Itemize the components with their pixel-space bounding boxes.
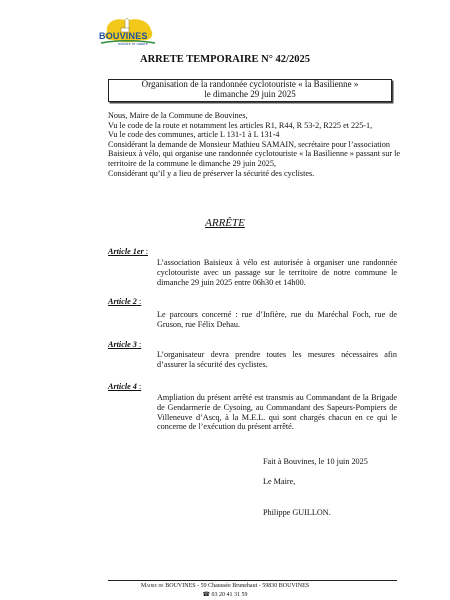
- footer-address-text: - 59 Chaussée Brunehaut - 59830 BOUVINES: [195, 583, 310, 589]
- article-label-colon: :: [143, 247, 149, 256]
- signatory-role: Le Maire,: [263, 477, 296, 486]
- subject-line-1: Organisation de la randonnée cyclotouriste « la Basilienne »: [141, 79, 359, 89]
- article-2-text: Le parcours concerné : rue d’Infière, rue du Maréchal Foch, rue de Gruson, rue Félix Dehau.: [157, 310, 397, 329]
- article-3-label: [108, 340, 141, 349]
- town-logo: [97, 18, 159, 50]
- article-3-text: L’organisateur devra prendre toutes les mesures nécessaires afin d’assurer la sécurité des cyclistes.: [157, 350, 397, 369]
- logo-name: BOUVINES: [99, 31, 148, 41]
- preamble-line: Considérant la demande de Monsieur Mathieu SAMAIN, secrétaire pour l’association Baisieux à vélo, qui organise une randonnée cyclotouriste « la Basilienne » passant sur le territoire de la commune le dimanche 29 juin 2025,: [108, 139, 401, 168]
- subject-box: [108, 79, 392, 102]
- preamble-line: Vu le code des communes, article L 131-1 à L 131-4: [108, 130, 280, 140]
- footer-phone-number: 03 20 41 31 59: [211, 592, 248, 598]
- footer-divider: [108, 580, 397, 581]
- document-title: ARRETE TEMPORAIRE N° 42/2025: [140, 54, 310, 65]
- logo-tagline: histoire et nature: [118, 41, 148, 46]
- article-label-text: Article 2: [108, 297, 137, 306]
- place-date: Fait à Bouvines, le 10 juin 2025: [263, 457, 368, 466]
- subject-line-2: le dimanche 29 juin 2025: [204, 88, 296, 99]
- article-label-text: Article 4: [108, 382, 137, 391]
- article-1-label: [108, 247, 148, 256]
- preamble-line: Nous, Maire de la Commune de Bouvines,: [108, 111, 248, 120]
- article-label-colon: :: [136, 297, 142, 306]
- footer-phone: [0, 591, 450, 598]
- article-label-colon: :: [136, 340, 142, 349]
- signatory-name: Philippe GUILLON.: [263, 508, 331, 517]
- preamble-line: Vu le code de la route et notamment les articles R1, R44, R 53-2, R225 et 225-1,: [108, 120, 373, 130]
- article-label-colon: :: [136, 382, 142, 391]
- phone-icon: ☎: [202, 592, 210, 598]
- article-label-text: Article 3: [108, 340, 137, 349]
- article-label-text: Article 1er: [108, 247, 144, 256]
- article-4-label: [108, 382, 141, 391]
- article-2-label: [108, 297, 141, 306]
- article-1-text: L’association Baisieux à vélo est autorisée à organiser une randonnée cyclotouriste avec un passage sur le territoire de notre commune le dimanche 29 juin 2025 entre 06h30 et 14h00.: [157, 258, 397, 287]
- preamble-line: Considérant qu’il y a lieu de préserver la sécurité des cyclistes.: [108, 168, 315, 178]
- footer-address: [0, 583, 450, 589]
- footer-mairie: Mairie de BOUVINES: [140, 583, 196, 589]
- arrete-heading: ARRÊTE: [205, 217, 245, 229]
- article-4-text: Ampliation du présent arrêté est transmis au Commandant de la Brigade de Gendarmerie de Cysoing, au Commandant des Sapeurs-Pompiers de Villeneuve d’Ascq, à la M.E.L. qui sont chargés chacun en ce qui le concerne de l’exécution du présent arrêté.: [157, 393, 397, 432]
- preamble: [108, 111, 402, 178]
